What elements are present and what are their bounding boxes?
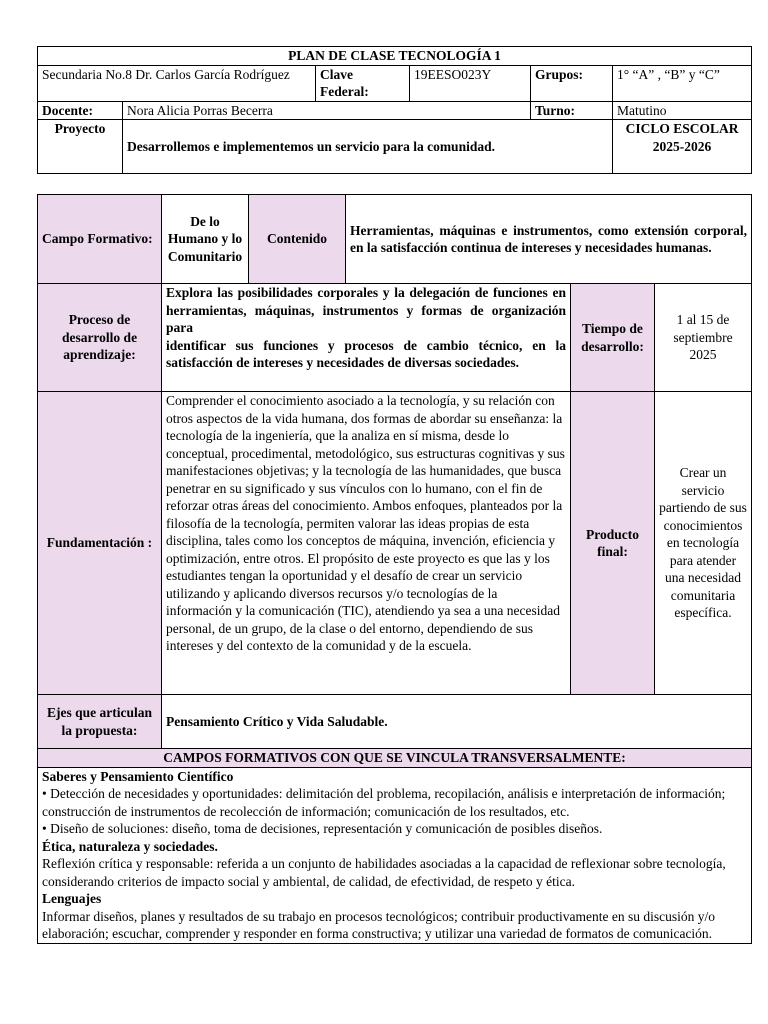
saberes-bullet-2: • Diseño de soluciones: diseño, toma de decisiones, representación y comunicación de posibles diseños.	[42, 821, 603, 836]
proyecto-value: Desarrollemos e implementemos un servicio para la comunidad.	[123, 120, 613, 174]
docente-value: Nora Alicia Porras Becerra	[123, 101, 531, 120]
lenguajes-text: Informar diseños, planes y resultados de su trabajo en procesos tecnológicos; contribuir productivamente en su discusión y/o elaboración; escuchar, comprender y responder en forma constructiva; y utilizar una variedad de formatos de comunicación.	[42, 908, 715, 941]
contenido-value: Herramientas, máquinas e instrumentos, como extensión corporal, en la satisfacción continua de intereses y necesidades humanas.	[346, 195, 752, 284]
fundamentacion-value: Comprender el conocimiento asociado a la tecnología, y su relación con otros aspectos de la vida humana, dos formas de abordar su enseñanza: la tecnología de la ingeniería, que la analiza en sí misma, desde lo conceptual, procedimental, metodológico, sus estructuras cognitivas y sus manifestaciones objetivas; y la tecnología de las humanidades, que busca penetrar en su significado y sus vínculos con lo humano, con el fin de reforzar otras áreas del conocimiento. Ambos enfoques, planteados por la filosofía de la tecnología, permiten valorar las ideas propias de esta disciplina, tales como los conceptos de máquina, invención, eficiencia y optimización, entre otros. El propósito de este proyecto es que las y los estudiantes tengan la oportunidad y el desafío de crear un servicio utilizando y aplicando diversos recursos y/o tecnologías de la información y la comunicación (TIC), atendiendo ya sea a una necesidad personal, de un grupo, de la clase o del entorno, dependiendo de sus intereses y del contexto de la comunidad y de la escuela.	[162, 392, 571, 695]
campo-value: De lo Humano y lo Comunitario	[162, 195, 249, 284]
saberes-title: Saberes y Pensamiento Científico	[42, 768, 234, 784]
proceso-line-3: identificar sus funciones y procesos de cambio técnico, en la satisfacción de intereses y necesidades de diversas sociedades.	[166, 337, 566, 370]
producto-value: Crear un servicio partiendo de sus conocimientos en tecnología para atender una necesidad comunitaria específica.	[655, 392, 752, 695]
transversal-body	[38, 767, 752, 943]
turno-value: Matutino	[613, 101, 752, 120]
proceso-line-2: herramientas, máquinas, instrumentos y formas de organización para	[166, 302, 566, 335]
campo-label: Campo Formativo:	[38, 195, 162, 284]
fundamentacion-label: Fundamentación :	[38, 392, 162, 695]
docente-label: Docente:	[38, 101, 123, 120]
ciclo-escolar	[613, 120, 752, 174]
ejes-label: Ejes que articulan la propuesta:	[38, 695, 162, 749]
proceso-label: Proceso de desarrollo de aprendizaje:	[38, 284, 162, 392]
grupos-value: 1° “A” , “B” y “C”	[613, 65, 752, 101]
turno-label: Turno:	[531, 101, 613, 120]
ejes-value: Pensamiento Crítico y Vida Saludable.	[162, 695, 752, 749]
school-name: Secundaria No.8 Dr. Carlos García Rodríguez	[38, 65, 316, 101]
contenido-label: Contenido	[249, 195, 346, 284]
grupos-label: Grupos:	[531, 65, 613, 101]
proceso-line-1: Explora las posibilidades corporales y la delegación de funciones en	[166, 285, 566, 300]
tiempo-label: Tiempo de desarrollo:	[571, 284, 655, 392]
ciclo-value: 2025-2026	[652, 138, 712, 154]
lenguajes-title: Lenguajes	[42, 891, 102, 906]
etica-text: Reflexión crítica y responsable: referida a un conjunto de habilidades asociadas a la capacidad de reflexionar sobre tecnología, considerando criterios de impacto social y ambiental, de calidad, de efectividad, de respeto y ética.	[42, 856, 726, 889]
producto-label: Producto final:	[571, 392, 655, 695]
plan-table	[37, 194, 752, 944]
proyecto-label: Proyecto	[38, 120, 123, 174]
tiempo-value: 1 al 15 de septiembre 2025	[655, 284, 752, 392]
transversal-title: CAMPOS FORMATIVOS CON QUE SE VINCULA TRANSVERSALMENTE:	[38, 749, 752, 768]
ciclo-label: CICLO ESCOLAR	[625, 121, 739, 136]
etica-title: Ética, naturaleza y sociedades.	[42, 838, 218, 854]
saberes-bullet-1: • Detección de necesidades y oportunidades: delimitación del problema, recopilación, análisis e interpretación de información; construcción de instrumentos de recolección de información; comunicación de los resultados, etc.	[42, 786, 726, 819]
clave-label: Clave Federal:	[316, 65, 410, 101]
header-table	[37, 46, 752, 174]
proceso-value	[162, 284, 571, 392]
clave-value: 19EESO023Y	[410, 65, 531, 101]
plan-title: PLAN DE CLASE TECNOLOGÍA 1	[38, 47, 752, 66]
